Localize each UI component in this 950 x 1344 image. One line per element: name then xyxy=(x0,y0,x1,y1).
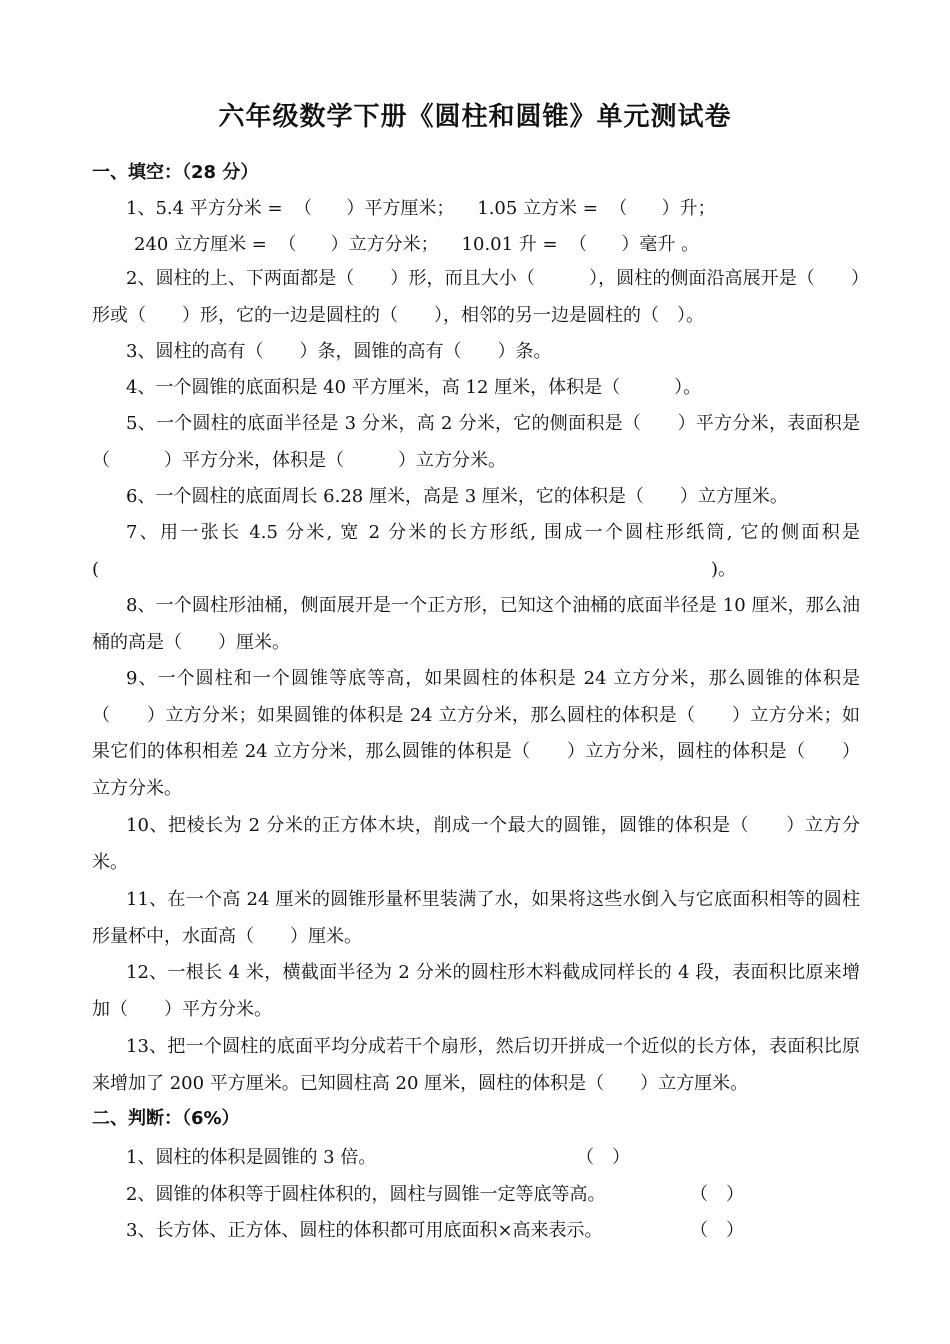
page-title: 六年级数学下册《圆柱和圆锥》单元测试卷 xyxy=(218,102,732,132)
section-2-heading: 二、判断：（6%） xyxy=(92,1108,240,1129)
judgment-item-2-answer: （ ） xyxy=(690,1184,744,1205)
question-1-line-2: 240 立方厘米 = （ ）立方分米； 10.01 升 = （ ）毫升 。 xyxy=(134,234,700,255)
question-6: 6、一个圆柱的底面周长 6.28 厘米，高是 3 厘米，它的体积是（ ）立方厘米。 xyxy=(126,486,788,507)
question-12: 12、一根长 4 米，横截面半径为 2 分米的圆柱形木料截成同样长的 4 段，表面积比原来增加（ ）平方分米。 xyxy=(92,962,860,1020)
question-2: 2、圆柱的上、下两面都是（ ）形，而且大小（ ），圆柱的侧面沿高展开是（ ）形或（ ）形，它的一边是圆柱的（ ），相邻的另一边是圆柱的（ ）。 xyxy=(92,268,860,326)
question-1-line-1: 1、5.4 平方分米 = （ ）平方厘米； 1.05 立方米 = （ ）升； xyxy=(126,198,716,219)
judgment-item-3-answer: （ ） xyxy=(690,1220,744,1241)
question-11: 11、在一个高 24 厘米的圆锥形量杯里装满了水，如果将这些水倒入与它底面积相等的圆柱形量杯中，水面高（ ）厘米。 xyxy=(92,889,860,947)
judgment-item-2-text: 2、圆锥的体积等于圆柱体积的，圆柱与圆锥一定等底等高。 xyxy=(126,1184,606,1205)
judgment-item-3-text: 3、长方体、正方体、圆柱的体积都可用底面积×高来表示。 xyxy=(126,1220,603,1241)
question-9: 9、一个圆柱和一个圆锥等底等高，如果圆柱的体积是 24 立方分米，那么圆锥的体积是（ ）立方分米；如果圆锥的体积是 24 立方分米，那么圆柱的体积是（ ）立方分米；如果它们的体积相差 24 立方分米，那么圆锥的体积是（ ）立方分米，圆柱的体积是（ ）立方分米。 xyxy=(92,668,860,799)
question-10: 10、把棱长为 2 分米的正方体木块，削成一个最大的圆锥，圆锥的体积是（ ）立方分米。 xyxy=(92,815,860,873)
section-1-heading: 一、填空：（28 分） xyxy=(92,162,259,183)
judgment-item-1-answer: （ ） xyxy=(576,1147,630,1168)
question-13: 13、把一个圆柱的底面平均分成若干个扇形，然后切开拼成一个近似的长方体，表面积比原来增加了 200 平方厘米。已知圆柱高 20 厘米，圆柱的体积是（ ）立方厘米。 xyxy=(92,1036,860,1094)
question-3: 3、圆柱的高有（ ）条，圆锥的高有（ ）条。 xyxy=(126,341,552,362)
question-7: 7、用一张长 4.5 分米, 宽 2 分米的长方形纸, 围成一个圆柱形纸筒, 它的侧面积是( )。 xyxy=(92,522,860,580)
question-4: 4、一个圆锥的底面积是 40 平方厘米，高 12 厘米，体积是（ ）。 xyxy=(126,377,702,398)
question-8: 8、一个圆柱形油桶，侧面展开是一个正方形，已知这个油桶的底面半径是 10 厘米，那么油桶的高是（ ）厘米。 xyxy=(92,595,860,653)
judgment-item-1-text: 1、圆柱的体积是圆锥的 3 倍。 xyxy=(126,1147,377,1168)
question-5: 5、一个圆柱的底面半径是 3 分米，高 2 分米，它的侧面积是（ ）平方分米，表面积是（ ）平方分米，体积是（ ）立方分米。 xyxy=(92,413,860,471)
